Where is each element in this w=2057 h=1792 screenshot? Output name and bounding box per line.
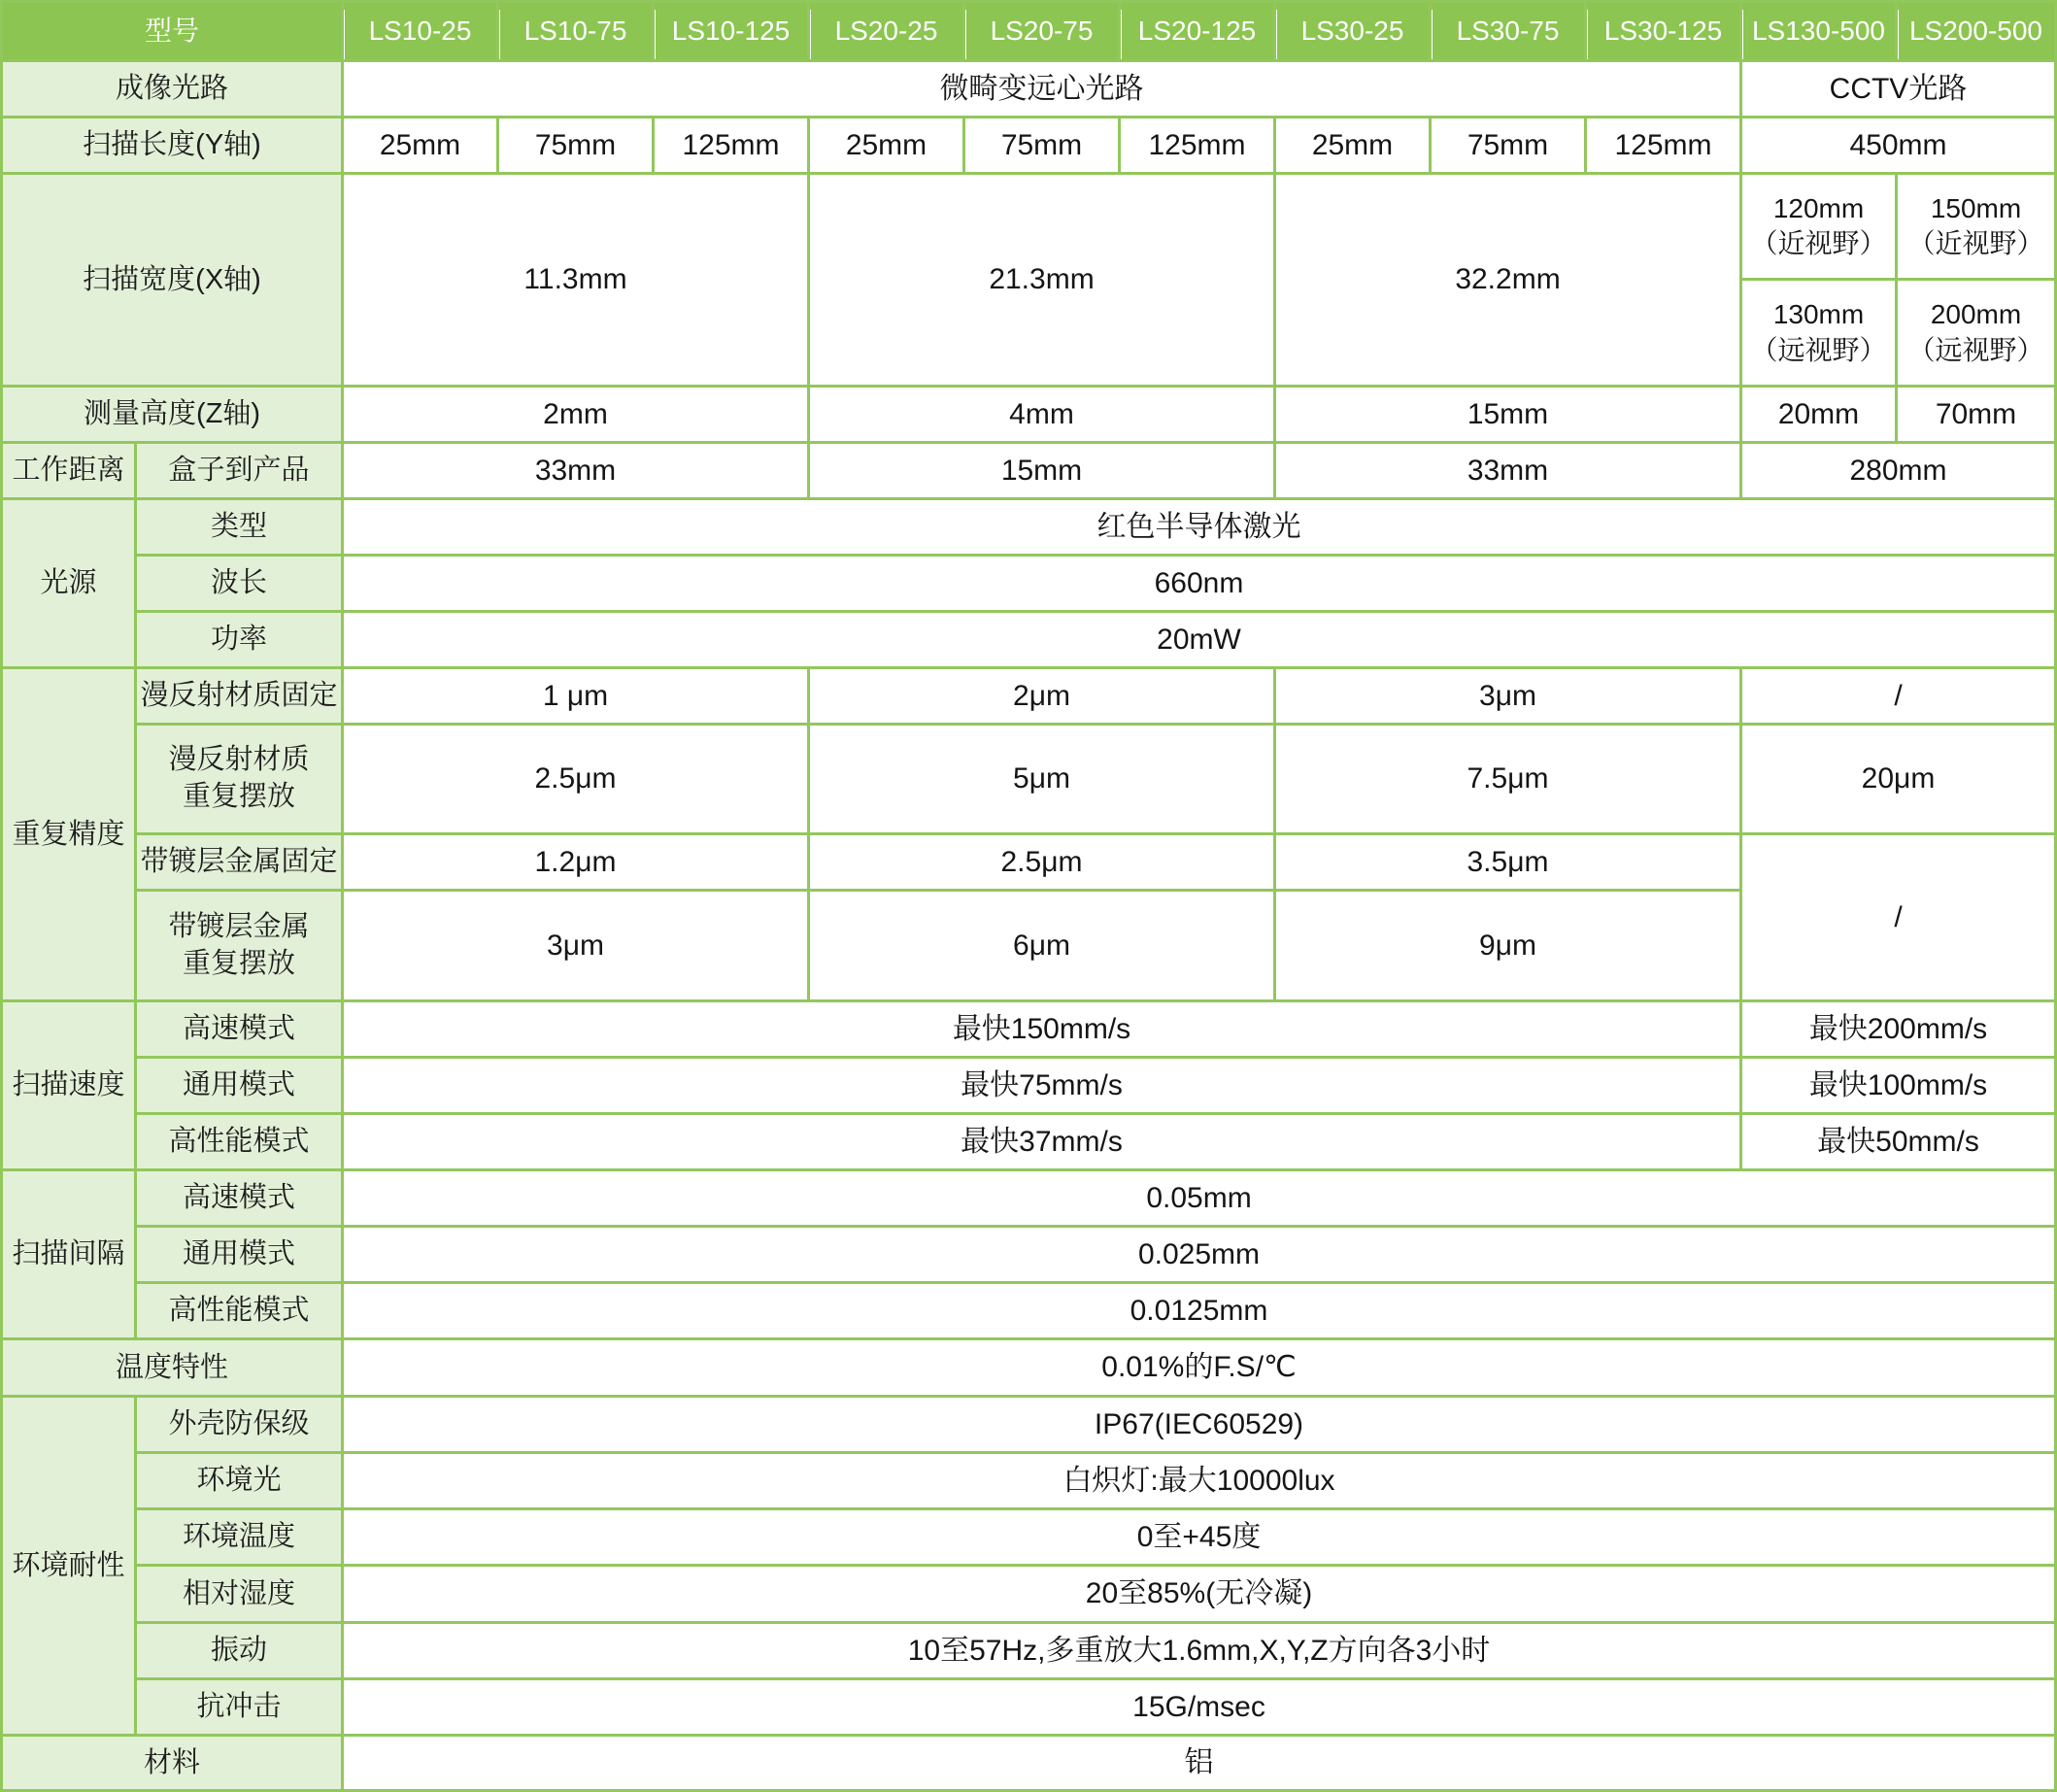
row-label-box-to-product: 盒子到产品 <box>137 444 341 497</box>
row-label-coated-metal-repositioned <box>137 892 341 999</box>
label-line: 重复摆放 <box>182 947 295 979</box>
row-label-scan-width: 扫描宽度(X轴) <box>3 175 341 385</box>
row-label-material: 材料 <box>3 1737 341 1789</box>
row-label-measure-height: 测量高度(Z轴) <box>3 388 341 441</box>
row-label-wavelength: 波长 <box>137 557 341 610</box>
header-model-ls20-75: LS20-75 <box>965 3 1118 59</box>
spec-value: 11.3mm <box>344 175 807 385</box>
spec-value: 1 μm <box>344 669 807 723</box>
spec-value: / <box>1742 669 2054 723</box>
row-label-temperature: 温度特性 <box>3 1340 341 1395</box>
row-label-coated-metal-fixed: 带镀层金属固定 <box>137 835 341 889</box>
spec-value: 33mm <box>1276 444 1739 497</box>
spec-value-telecentric: 微畸变远心光路 <box>344 62 1739 116</box>
spec-value: 2mm <box>344 388 807 441</box>
spec-value: 280mm <box>1742 444 2054 497</box>
spec-value: 660nm <box>344 557 2054 610</box>
value-line: 200mm <box>1930 299 2022 330</box>
spec-value: 15mm <box>1276 388 1739 441</box>
row-label-vibration: 振动 <box>137 1624 341 1677</box>
row-label-ambient-temperature: 环境温度 <box>137 1510 341 1564</box>
group-label-repeatability: 重复精度 <box>3 669 134 999</box>
spec-value: 125mm <box>655 118 807 172</box>
header-model-ls10-125: LS10-125 <box>655 3 807 59</box>
spec-value: 最快200mm/s <box>1742 1002 2054 1056</box>
spec-value: 0.0125mm <box>344 1284 2054 1337</box>
spec-value-cctv: CCTV光路 <box>1742 62 2054 116</box>
spec-value: 2.5μm <box>344 726 807 832</box>
spec-value: 最快37mm/s <box>344 1115 1739 1168</box>
header-model-ls20-125: LS20-125 <box>1121 3 1273 59</box>
spec-value-far-field <box>1898 281 2054 385</box>
spec-value: 3μm <box>344 892 807 999</box>
header-model-ls30-25: LS30-25 <box>1276 3 1429 59</box>
spec-value: 25mm <box>1276 118 1429 172</box>
label-line: 重复摆放 <box>182 781 295 812</box>
spec-value: 5μm <box>810 726 1273 832</box>
row-label-general-mode: 通用模式 <box>137 1059 341 1112</box>
spec-value: 白炽灯:最大10000lux <box>344 1454 2054 1507</box>
spec-value: 4mm <box>810 388 1273 441</box>
row-label-high-speed-mode: 高速模式 <box>137 1171 341 1225</box>
group-label-scan-interval: 扫描间隔 <box>3 1171 134 1337</box>
spec-value: 450mm <box>1742 118 2054 172</box>
spec-value: 75mm <box>1432 118 1584 172</box>
spec-value: 1.2μm <box>344 835 807 889</box>
spec-value: 最快150mm/s <box>344 1002 1739 1056</box>
group-label-working-distance: 工作距离 <box>3 444 134 497</box>
spec-value: 21.3mm <box>810 175 1273 385</box>
label-line: 漫反射材质 <box>168 744 310 776</box>
row-label-high-performance-mode: 高性能模式 <box>137 1115 341 1168</box>
header-model-ls200-500: LS200-500 <box>1898 3 2054 59</box>
row-label-high-speed-mode: 高速模式 <box>137 1002 341 1056</box>
spec-value: 红色半导体激光 <box>344 500 2054 554</box>
spec-value: 20mW <box>344 613 2054 666</box>
spec-value: 2.5μm <box>810 835 1273 889</box>
header-model-ls20-25: LS20-25 <box>810 3 962 59</box>
spec-value: 20μm <box>1742 726 2054 832</box>
spec-value: 70mm <box>1898 388 2054 441</box>
spec-value: IP67(IEC60529) <box>344 1398 2054 1451</box>
spec-value: 最快100mm/s <box>1742 1059 2054 1112</box>
row-label-imaging-path: 成像光路 <box>3 62 341 116</box>
header-model-ls10-75: LS10-75 <box>499 3 652 59</box>
spec-value: 33mm <box>344 444 807 497</box>
row-label-type: 类型 <box>137 500 341 554</box>
row-label-diffuse-fixed: 漫反射材质固定 <box>137 669 341 723</box>
group-label-environment: 环境耐性 <box>3 1398 134 1734</box>
header-model-ls30-125: LS30-125 <box>1587 3 1739 59</box>
spec-value: 2μm <box>810 669 1273 723</box>
spec-value: 20至85%(无冷凝) <box>344 1567 2054 1621</box>
row-label-general-mode: 通用模式 <box>137 1228 341 1281</box>
row-label-relative-humidity: 相对湿度 <box>137 1567 341 1621</box>
value-note: （远视野） <box>1907 334 2044 365</box>
spec-value: 15G/msec <box>344 1680 2054 1734</box>
spec-value: 6μm <box>810 892 1273 999</box>
value-note: （近视野） <box>1750 228 1887 258</box>
spec-value-near-field <box>1898 175 2054 278</box>
spec-value: 7.5μm <box>1276 726 1739 832</box>
spec-value: 32.2mm <box>1276 175 1739 385</box>
spec-value: 20mm <box>1742 388 1895 441</box>
spec-value-merged: / <box>1742 835 2054 999</box>
spec-value: 最快50mm/s <box>1742 1115 2054 1168</box>
spec-value: 75mm <box>499 118 652 172</box>
spec-value: 0.05mm <box>344 1171 2054 1225</box>
spec-value: 10至57Hz,多重放大1.6mm,X,Y,Z方向各3小时 <box>344 1624 2054 1677</box>
value-line: 150mm <box>1930 192 2022 223</box>
value-line: 120mm <box>1772 192 1865 223</box>
group-label-scan-speed: 扫描速度 <box>3 1002 134 1168</box>
row-label-diffuse-repositioned <box>137 726 341 832</box>
spec-value: 最快75mm/s <box>344 1059 1739 1112</box>
row-label-power: 功率 <box>137 613 341 666</box>
row-label-shock-resistance: 抗冲击 <box>137 1680 341 1734</box>
header-model-title: 型号 <box>3 3 341 59</box>
spec-value: 9μm <box>1276 892 1739 999</box>
spec-value: 125mm <box>1121 118 1273 172</box>
group-label-light-source: 光源 <box>3 500 134 666</box>
spec-value: 125mm <box>1587 118 1739 172</box>
spec-value: 25mm <box>344 118 496 172</box>
spec-value: 15mm <box>810 444 1273 497</box>
spec-value-far-field <box>1742 281 1895 385</box>
spec-value: 0.01%的F.S/℃ <box>344 1340 2054 1395</box>
spec-value-near-field <box>1742 175 1895 278</box>
value-note: （近视野） <box>1907 228 2044 258</box>
label-line: 带镀层金属 <box>168 910 310 942</box>
header-model-ls30-75: LS30-75 <box>1432 3 1584 59</box>
spec-value: 3μm <box>1276 669 1739 723</box>
value-note: （远视野） <box>1750 334 1887 365</box>
row-label-scan-length: 扫描长度(Y轴) <box>3 118 341 172</box>
spec-value: 0.025mm <box>344 1228 2054 1281</box>
spec-value: 75mm <box>965 118 1118 172</box>
spec-value: 0至+45度 <box>344 1510 2054 1564</box>
value-line: 130mm <box>1772 299 1865 330</box>
row-label-enclosure-rating: 外壳防保级 <box>137 1398 341 1451</box>
header-model-ls130-500: LS130-500 <box>1742 3 1895 59</box>
spec-value: 25mm <box>810 118 962 172</box>
spec-value: 铝 <box>344 1737 2054 1789</box>
row-label-high-performance-mode: 高性能模式 <box>137 1284 341 1337</box>
header-model-ls10-25: LS10-25 <box>344 3 496 59</box>
row-label-ambient-light: 环境光 <box>137 1454 341 1507</box>
spec-value: 3.5μm <box>1276 835 1739 889</box>
